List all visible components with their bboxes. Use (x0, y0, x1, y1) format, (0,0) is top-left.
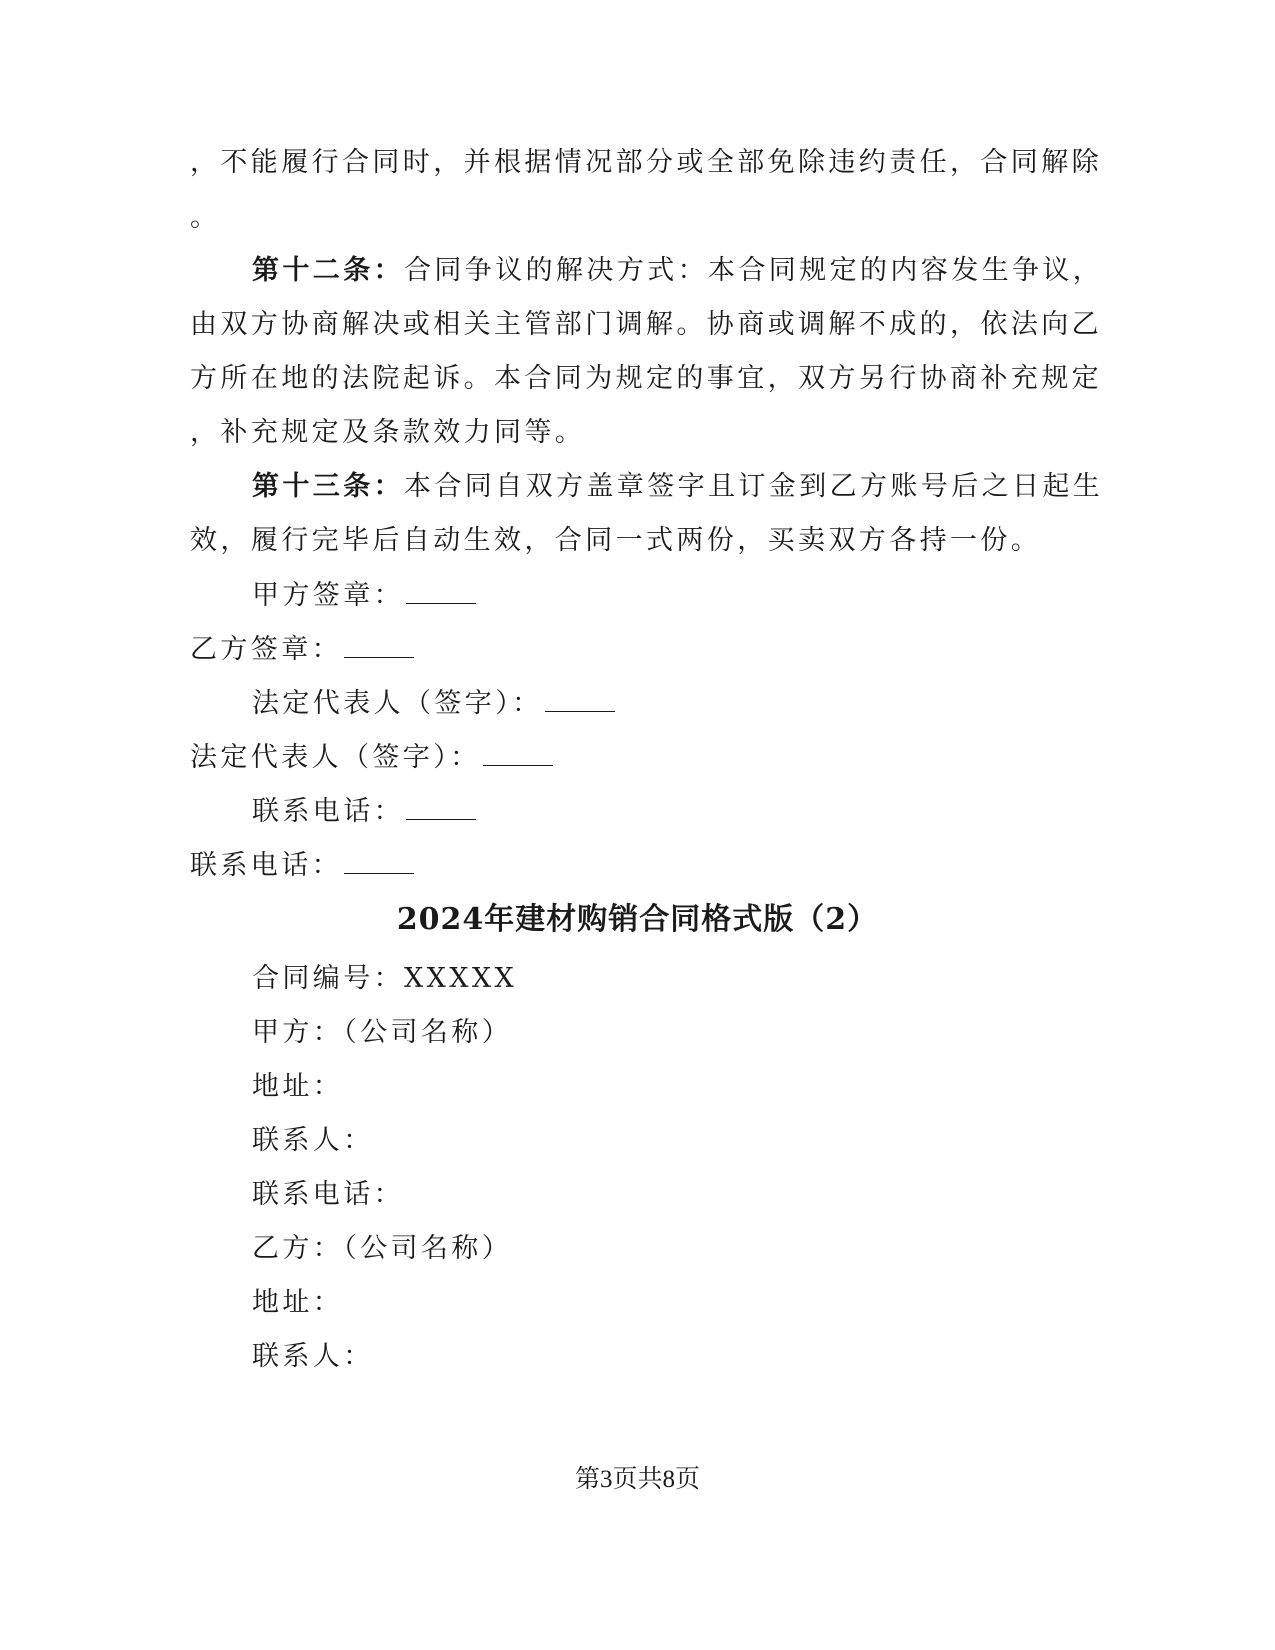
article-12-line-2: 由双方协商解决或相关主管部门调解。协商或调解不成的，依法向乙 (190, 309, 1102, 340)
article-13-line-1 (252, 467, 1132, 507)
party-b-seal-blank (344, 629, 414, 658)
party-a-seal-line (252, 575, 1132, 616)
rep-b-blank (483, 737, 553, 766)
phone-b-label: 联系电话： (190, 850, 342, 881)
article-12-label: 第十二条： (252, 255, 404, 286)
phone-a-blank (406, 791, 476, 820)
party-b-seal-line (190, 629, 1070, 670)
party-a-phone: 联系电话： (252, 1179, 404, 1210)
party-b-seal-label: 乙方签章： (190, 634, 342, 665)
phone-a-label: 联系电话： (252, 796, 404, 827)
rep-b-line (190, 737, 1070, 778)
continuation-line-1: ，不能履行合同时，并根据情况部分或全部免除违约责任，合同解除 (190, 147, 1102, 178)
phone-b-line (190, 845, 1070, 886)
rep-a-line (252, 683, 1132, 724)
rep-a-blank (545, 683, 615, 712)
article-13-line-2: 效，履行完毕后自动生效，合同一式两份，买卖双方各持一份。 (190, 525, 1042, 556)
article-12-line-1 (252, 251, 1132, 291)
article-13-label: 第十三条： (252, 471, 404, 502)
party-a-contact: 联系人： (252, 1125, 374, 1156)
contract-number: 合同编号：XXXXX (252, 963, 518, 994)
party-a-name: 甲方：（公司名称） (252, 1017, 513, 1048)
party-a-address: 地址： (252, 1071, 344, 1102)
contract-title: 2024年建材购销合同格式版（2） (396, 902, 879, 937)
article-12-text-1: 合同争议的解决方式：本合同规定的内容发生争议， (404, 255, 1104, 286)
page-number: 第3页共8页 (574, 1466, 700, 1493)
rep-a-label: 法定代表人（签字）： (252, 688, 543, 719)
phone-b-blank (344, 845, 414, 874)
party-a-seal-label: 甲方签章： (252, 580, 404, 611)
article-12-line-4: ，补充规定及条款效力同等。 (190, 417, 586, 448)
party-b-name: 乙方：（公司名称） (252, 1233, 513, 1264)
party-a-seal-blank (406, 575, 476, 604)
rep-b-label: 法定代表人（签字）： (190, 742, 481, 773)
article-12-line-3: 方所在地的法院起诉。本合同为规定的事宜，双方另行协商补充规定 (190, 363, 1102, 394)
continuation-line-2: 。 (190, 202, 221, 233)
party-b-address: 地址： (252, 1287, 344, 1318)
article-13-text-1: 本合同自双方盖章签字且订金到乙方账号后之日起生 (404, 471, 1104, 502)
party-b-contact: 联系人： (252, 1341, 374, 1372)
phone-a-line (252, 791, 1132, 832)
